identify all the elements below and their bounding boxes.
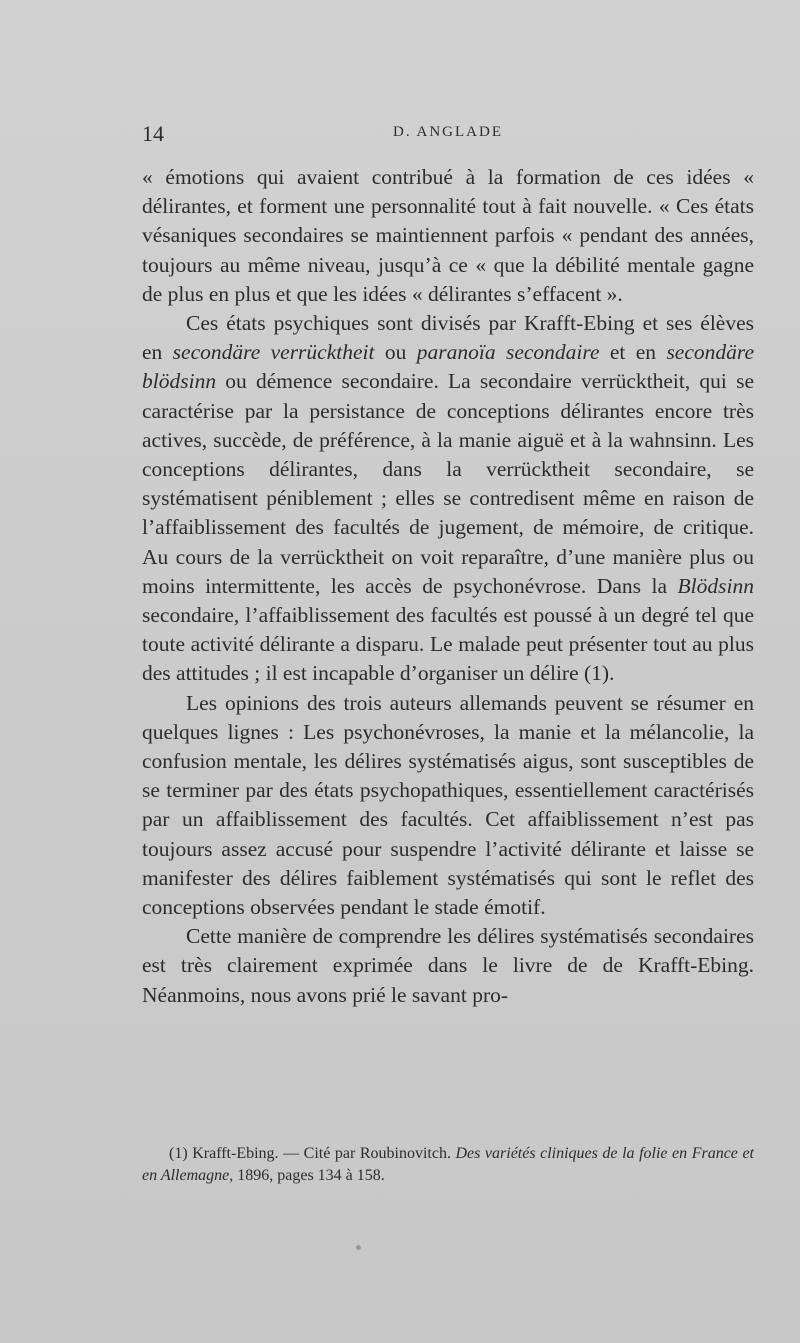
- paragraph-2: [142, 309, 754, 689]
- page-number: 14: [142, 121, 164, 146]
- text-segment: Ces états psychiques sont divisés par Krafft-Ebing et ses élèves en: [142, 311, 754, 365]
- text-segment: ou: [374, 340, 417, 365]
- italic-term: Blödsinn: [677, 573, 754, 598]
- body-text: [142, 163, 754, 1010]
- footnote-book-title: Des variétés cliniques de la folie en France et en Allemagne: [142, 1145, 754, 1184]
- footnote-text: (1) Krafft-Ebing. — Cité par Roubinovitch.: [169, 1145, 456, 1162]
- text-segment: ou démence secondaire. La secondaire verrücktheit, qui se caractérise par la persistance de conceptions délirantes encore très actives, succède, de préférence, à la manie aiguë et à la wahnsinn. Les conceptions délirantes, dans la verrücktheit secondaire, se systématisent péniblement ; elles se contredisent même en raison de l’affaiblissement des facultés de jugement, de mémoire, de critique. Au cours de la verrücktheit on voit reparaître, d’une manière plus ou moins intermittente, les accès de psychonévrose. Dans la: [142, 369, 754, 598]
- text-segment: Les opinions des trois auteurs allemands peuvent se résumer en quelques lignes : Les psychonévroses, la manie et la mélancolie, la confusion mentale, les délires systématisés aigus, sont susceptibles de se terminer par des états psychopathiques, essentiellement caractérisés par un affaiblissement des facultés. Cet affaiblissement n’est pas toujours assez accusé pour suspendre l’activité délirante et laisse se manifester des délires faiblement systématisés qui sont le reflet des conceptions observées pendant le stade émotif.: [142, 690, 754, 920]
- text-segment: secondaire, l’affaiblissement des facultés est poussé à un degré tel que toute activité délirante a disparu. Le malade peut présenter tout au plus des attitudes ; il est incapable d’organiser un délire (1).: [142, 603, 754, 686]
- italic-term: paranoïa secondaire: [416, 340, 600, 365]
- italic-term: secondäre blödsinn: [142, 340, 755, 394]
- footnote-text: , 1896, pages 134 à 158.: [229, 1167, 385, 1184]
- text-segment: « émotions qui avaient contribué à la formation de ces idées « délirantes, et forment une personnalité tout à fait nouvelle. « Ces états vésaniques secondaires se maintiennent parfois « pendant des années, toujours au même niveau, jusqu’à ce « que la débilité mentale gagne de plus en plus et que les idées « délirantes s’effacent ».: [142, 165, 754, 306]
- running-head: D. ANGLADE: [393, 124, 503, 140]
- paragraph-4: [142, 922, 754, 1010]
- footnote: [142, 1143, 754, 1187]
- paragraph-1: [142, 163, 754, 309]
- text-segment: Cette manière de comprendre les délires systématisés secondaires est très clairement exprimée dans le livre de de Krafft-Ebing. Néanmoins, nous avons prié le savant pro-: [142, 924, 754, 1007]
- ink-speck: [356, 1245, 361, 1250]
- italic-term: secondäre verrücktheit: [172, 340, 375, 365]
- paragraph-3: [142, 689, 754, 923]
- page-header: [142, 121, 754, 147]
- text-segment: et en: [599, 340, 667, 365]
